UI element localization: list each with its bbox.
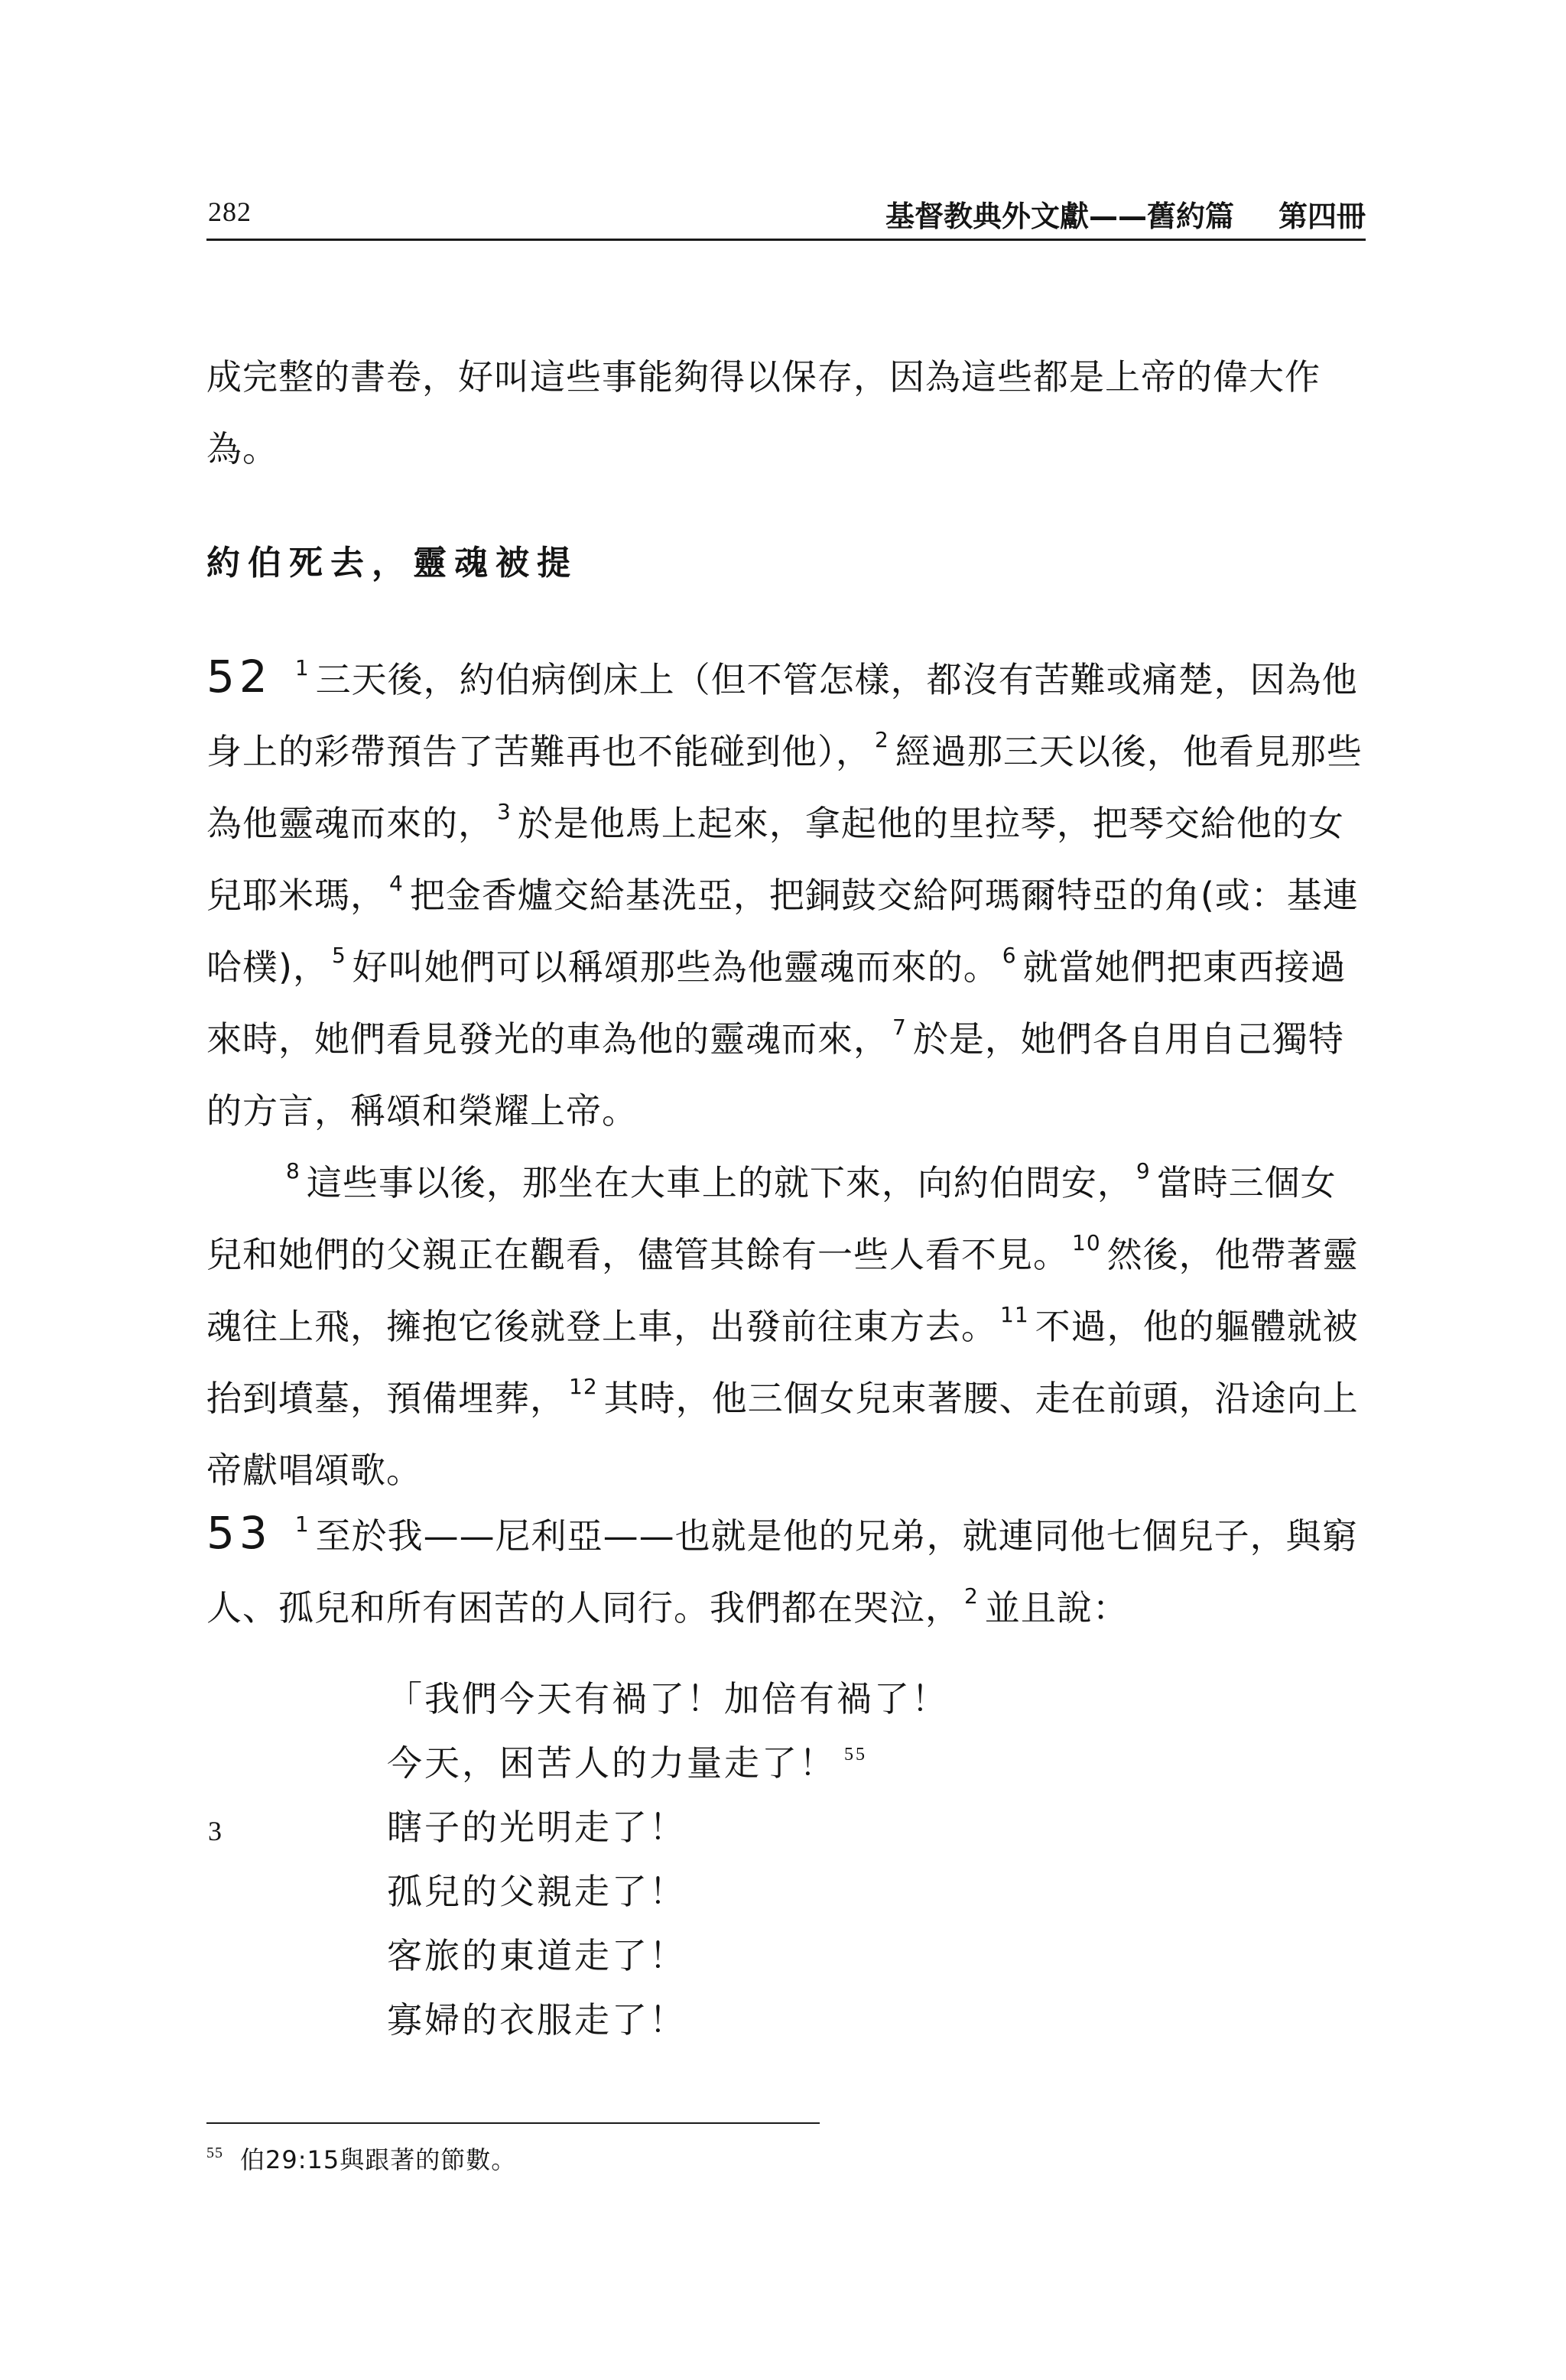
section-heading: 約伯死去，靈魂被提 — [206, 544, 578, 583]
poem-line: 寡婦的衣服走了！ — [387, 1999, 687, 2041]
running-title — [885, 193, 1366, 235]
verse-number: 2 — [875, 727, 889, 752]
verse-number: 6 — [1002, 943, 1017, 968]
verse-number: 11 — [1000, 1302, 1029, 1327]
intro-text: 成完整的書卷，好叫這些事能夠得以保存，因為這些都是上帝的偉大作為。 — [206, 356, 1321, 469]
volume-label: 第四冊 — [1278, 200, 1366, 233]
verse-number: 7 — [892, 1015, 907, 1040]
chapter-53-paragraph-1 — [206, 1497, 1366, 1644]
footnote-reference[interactable]: 55 — [844, 1745, 867, 1765]
footnote-divider — [206, 2122, 820, 2124]
lament-poem — [387, 1667, 1304, 2052]
verse-number: 5 — [331, 943, 346, 968]
verse-number: 10 — [1072, 1230, 1101, 1255]
verse-number: 4 — [389, 871, 404, 896]
intro-paragraph — [206, 341, 1366, 485]
verse-number: 1 — [294, 655, 310, 680]
poem-line-text: 今天，困苦人的力量走了！ — [387, 1742, 837, 1784]
verse-text: 並且說： — [984, 1587, 1129, 1628]
verse-text: 就當她們把東西接過來時，她們看見發光的車為他的靈魂而來， — [206, 946, 1347, 1060]
verse-text: 好叫她們可以稱頌那些為他靈魂而來的。 — [352, 946, 999, 988]
verse-text: 其時，他三個女兒束著腰、走在前頭，沿途向上帝獻唱頌歌。 — [206, 1378, 1359, 1491]
footnote-mark: 55 — [206, 2145, 223, 2161]
verse-number: 3 — [208, 1816, 222, 1846]
verse-number: 1 — [294, 1511, 310, 1537]
verse-number: 2 — [964, 1583, 979, 1609]
poem-line: 「我們今天有禍了！加倍有禍了！ — [387, 1678, 949, 1719]
page-number: 282 — [208, 196, 252, 227]
verse-number: 8 — [286, 1158, 301, 1184]
verse-text: 於是他馬上起來，拿起他的里拉琴，把琴交給他的女兒耶米瑪， — [206, 803, 1344, 916]
verse-number: 3 — [497, 799, 512, 824]
poem-line: 瞎子的光明走了！ — [387, 1807, 687, 1848]
verse-text: 把金香爐交給基洗亞，把銅鼓交給阿瑪爾特亞的角(或：基連哈樸)， — [206, 875, 1359, 988]
chapter-52-paragraph-2 — [206, 1147, 1366, 1506]
chapter-52-paragraph-1 — [206, 641, 1366, 1147]
chapter-53 — [206, 1497, 1366, 1644]
verse-text: 這些事以後，那坐在大車上的就下來，向約伯問安， — [306, 1162, 1133, 1203]
book-title: 基督教典外文獻——舊約篇 — [885, 200, 1234, 233]
verse-text: 當時三個女兒和她們的父親正在觀看，儘管其餘有一些人看不見。 — [206, 1162, 1337, 1275]
verse-number: 12 — [569, 1374, 598, 1399]
chapter-number: 53 — [206, 1507, 272, 1559]
chapter-number: 52 — [206, 651, 272, 703]
footnote — [206, 2141, 516, 2176]
footnote-text: 伯29:15與跟著的節數。 — [240, 2145, 517, 2174]
verse-text: 於是，她們各自用自己獨特的方言，稱頌和榮耀上帝。 — [206, 1018, 1344, 1132]
poem-line — [387, 1731, 1304, 1795]
chapter-52 — [206, 641, 1366, 1506]
running-header — [206, 190, 1366, 241]
verse-text: 經過那三天以後，他看見那些為他靈魂而來的， — [206, 731, 1363, 844]
verse-text: 三天後，約伯病倒床上（但不管怎樣，都沒有苦難或痛楚，因為他身上的彩帶預告了苦難再也不能碰到他）， — [206, 659, 1358, 772]
verse-text: 至於我——尼利亞——也就是他的兄弟，就連同他七個兒子，與窮人、孤兒和所有困苦的人同行。我們都在哭泣， — [206, 1515, 1358, 1628]
verse-number: 9 — [1136, 1158, 1151, 1184]
verse-text: 不過，他的軀體就被抬到墳墓，預備埋葬， — [206, 1306, 1359, 1419]
verse-text: 然後，他帶著靈魂往上飛，擁抱它後就登上車，出發前往東方去。 — [206, 1234, 1359, 1347]
poem-line: 客旅的東道走了！ — [387, 1935, 687, 1976]
poem-line: 孤兒的父親走了！ — [387, 1871, 687, 1912]
